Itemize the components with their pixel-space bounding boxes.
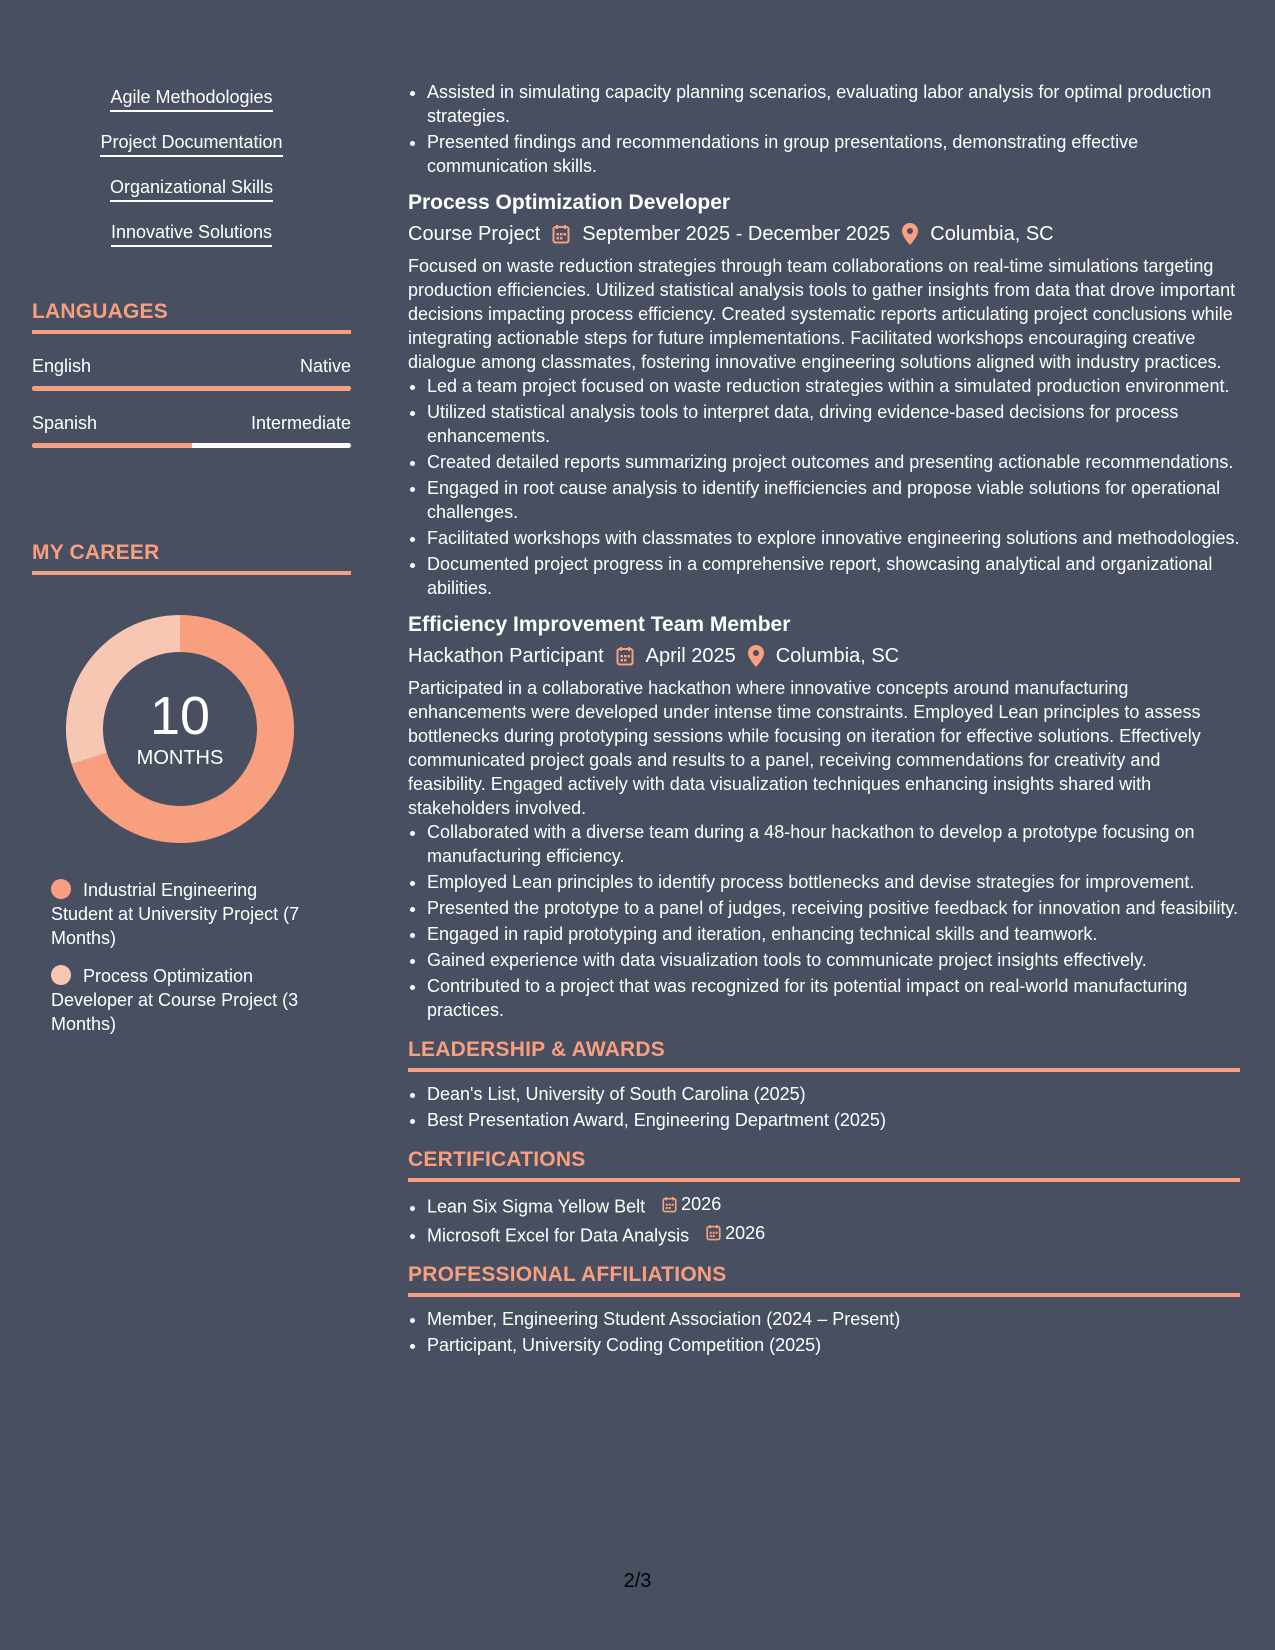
skill-tag: Innovative Solutions bbox=[111, 221, 272, 247]
certification-item bbox=[427, 1221, 1240, 1248]
page-number: 2/3 bbox=[623, 1570, 652, 1592]
job-meta bbox=[408, 643, 1240, 669]
award-item: • Dean's List, University of South Carolina (2025) bbox=[427, 1082, 1240, 1106]
skills-list bbox=[32, 86, 351, 266]
skill-tag: Project Documentation bbox=[100, 131, 282, 157]
sidebar bbox=[32, 0, 351, 1034]
skill-tag: Organizational Skills bbox=[110, 176, 273, 202]
location-pin-icon bbox=[748, 645, 764, 667]
bullet-item: • Presented findings and recommendations in group presentations, demonstrating effective communication skills. bbox=[427, 130, 1240, 178]
certification-name: Lean Six Sigma Yellow Belt bbox=[427, 1196, 646, 1217]
calendar-icon bbox=[706, 1224, 721, 1241]
job-title: Efficiency Improvement Team Member bbox=[408, 613, 791, 636]
job-bullets bbox=[408, 820, 1240, 1022]
career-unit: MONTHS bbox=[136, 747, 224, 769]
leadership-section bbox=[408, 1038, 1240, 1132]
bullet-item: • Collaborated with a diverse team during a 48-hour hackathon to develop a prototype focusing on manufacturing efficiency. bbox=[427, 820, 1240, 868]
language-level: Native bbox=[299, 356, 351, 376]
legend-label: Industrial Engineering Student at University Project (7 Months) bbox=[51, 880, 300, 948]
legend-item bbox=[51, 878, 311, 950]
main-content bbox=[408, 80, 1240, 1359]
bullet-item: • Engaged in rapid prototyping and iteration, enhancing technical skills and teamwork. bbox=[427, 922, 1240, 946]
career-section bbox=[32, 541, 351, 1050]
certification-item bbox=[427, 1192, 1240, 1219]
languages-section bbox=[32, 300, 351, 448]
bullet-item: • Gained experience with data visualization tools to communicate project insights effectively. bbox=[427, 948, 1240, 972]
bullet-item: • Employed Lean principles to identify process bottlenecks and devise strategies for improvement. bbox=[427, 870, 1240, 894]
job-bullets bbox=[408, 374, 1240, 600]
legend-dot bbox=[51, 879, 71, 899]
bullet-item: • Contributed to a project that was recognized for its potential impact on real-world manufacturing practices. bbox=[427, 974, 1240, 1022]
language-bar bbox=[32, 443, 351, 448]
leadership-title: LEADERSHIP & AWARDS bbox=[408, 1038, 1240, 1072]
bullet-item: • Engaged in root cause analysis to identify inefficiencies and propose viable solutions for operational challenges. bbox=[427, 476, 1240, 524]
location-pin-icon bbox=[902, 223, 918, 245]
language-bar-fill bbox=[32, 386, 351, 391]
certifications-title: CERTIFICATIONS bbox=[408, 1148, 1240, 1182]
language-bar-fill bbox=[32, 443, 192, 448]
bullet-item: • Led a team project focused on waste reduction strategies within a simulated production environment. bbox=[427, 374, 1240, 398]
job-location: Columbia, SC bbox=[930, 223, 1054, 245]
certification-name: Microsoft Excel for Data Analysis bbox=[427, 1225, 690, 1245]
job-org: Hackathon Participant bbox=[408, 645, 604, 667]
language-name: English bbox=[32, 356, 92, 376]
career-donut-chart bbox=[65, 614, 295, 844]
certification-year: 2026 bbox=[725, 1222, 766, 1243]
calendar-icon bbox=[662, 1196, 677, 1213]
job-entry bbox=[408, 612, 1240, 1022]
bullet-item: • Assisted in simulating capacity planning scenarios, evaluating labor analysis for optimal production strategies. bbox=[427, 80, 1240, 128]
language-level: Intermediate bbox=[250, 413, 351, 433]
legend-label: Process Optimization Developer at Course Project (3 Months) bbox=[51, 966, 299, 1034]
job-description: Participated in a collaborative hackathon where innovative concepts around manufacturing enhancements were developed under intense time constraints. Employed Lean principles to assess bottlenecks during prototyping sessions while focusing on iteration for effective solutions. Effectively communicated project goals and results to a panel, receiving commendations for creativity and feasibility. Engaged actively with data visualization techniques enhancing insights shared with stakeholders involved. bbox=[408, 678, 1201, 818]
career-title: MY CAREER bbox=[32, 541, 351, 575]
career-total: 10 bbox=[149, 686, 211, 746]
certifications-section bbox=[408, 1148, 1240, 1247]
bullet-item: • Documented project progress in a comprehensive report, showcasing analytical and organizational abilities. bbox=[427, 552, 1240, 600]
affiliation-item: • Member, Engineering Student Association (2024 – Present) bbox=[427, 1307, 1240, 1331]
award-item: • Best Presentation Award, Engineering Department (2025) bbox=[427, 1108, 1240, 1132]
skill-tag: Agile Methodologies bbox=[110, 86, 272, 112]
bullet-item: • Presented the prototype to a panel of judges, receiving positive feedback for innovation and feasibility. bbox=[427, 896, 1240, 920]
career-legend bbox=[51, 878, 311, 1036]
job-entry bbox=[408, 190, 1240, 600]
calendar-icon bbox=[616, 646, 634, 666]
bullet-item: • Facilitated workshops with classmates to explore innovative engineering solutions and methodologies. bbox=[427, 526, 1240, 550]
job-description: Focused on waste reduction strategies through team collaborations on real-time simulations targeting production efficiencies. Utilized statistical analysis tools to gather insights from data that drove important decisions impacting process efficiency. Created systematic reports articulating project conclusions while integrating actionable steps for future implementations. Facilitated workshops encouraging creative dialogue among classmates, fostering innovative engineering solutions aligned with industry practices. bbox=[408, 256, 1236, 372]
certification-year: 2026 bbox=[681, 1194, 722, 1214]
affiliation-item: • Participant, University Coding Competition (2025) bbox=[427, 1333, 1240, 1357]
job-location: Columbia, SC bbox=[775, 645, 900, 667]
job-org: Course Project bbox=[408, 223, 541, 245]
language-bar bbox=[32, 386, 351, 391]
job-dates: April 2025 bbox=[645, 645, 736, 667]
language-name: Spanish bbox=[32, 413, 98, 433]
previous-job-bullets bbox=[408, 80, 1240, 178]
affiliations-section bbox=[408, 1263, 1240, 1357]
language-item bbox=[32, 356, 351, 391]
languages-title: LANGUAGES bbox=[32, 300, 351, 334]
bullet-item: • Utilized statistical analysis tools to interpret data, driving evidence-based decisions for process enhancements. bbox=[427, 400, 1240, 448]
job-meta bbox=[408, 221, 1240, 247]
affiliations-title: PROFESSIONAL AFFILIATIONS bbox=[408, 1263, 1240, 1297]
legend-item bbox=[51, 964, 311, 1036]
job-dates: September 2025 - December 2025 bbox=[582, 223, 891, 245]
legend-dot bbox=[51, 965, 71, 985]
language-item bbox=[32, 413, 351, 448]
calendar-icon bbox=[552, 224, 570, 244]
bullet-item: • Created detailed reports summarizing project outcomes and presenting actionable recommendations. bbox=[427, 450, 1240, 474]
job-title: Process Optimization Developer bbox=[408, 191, 731, 214]
